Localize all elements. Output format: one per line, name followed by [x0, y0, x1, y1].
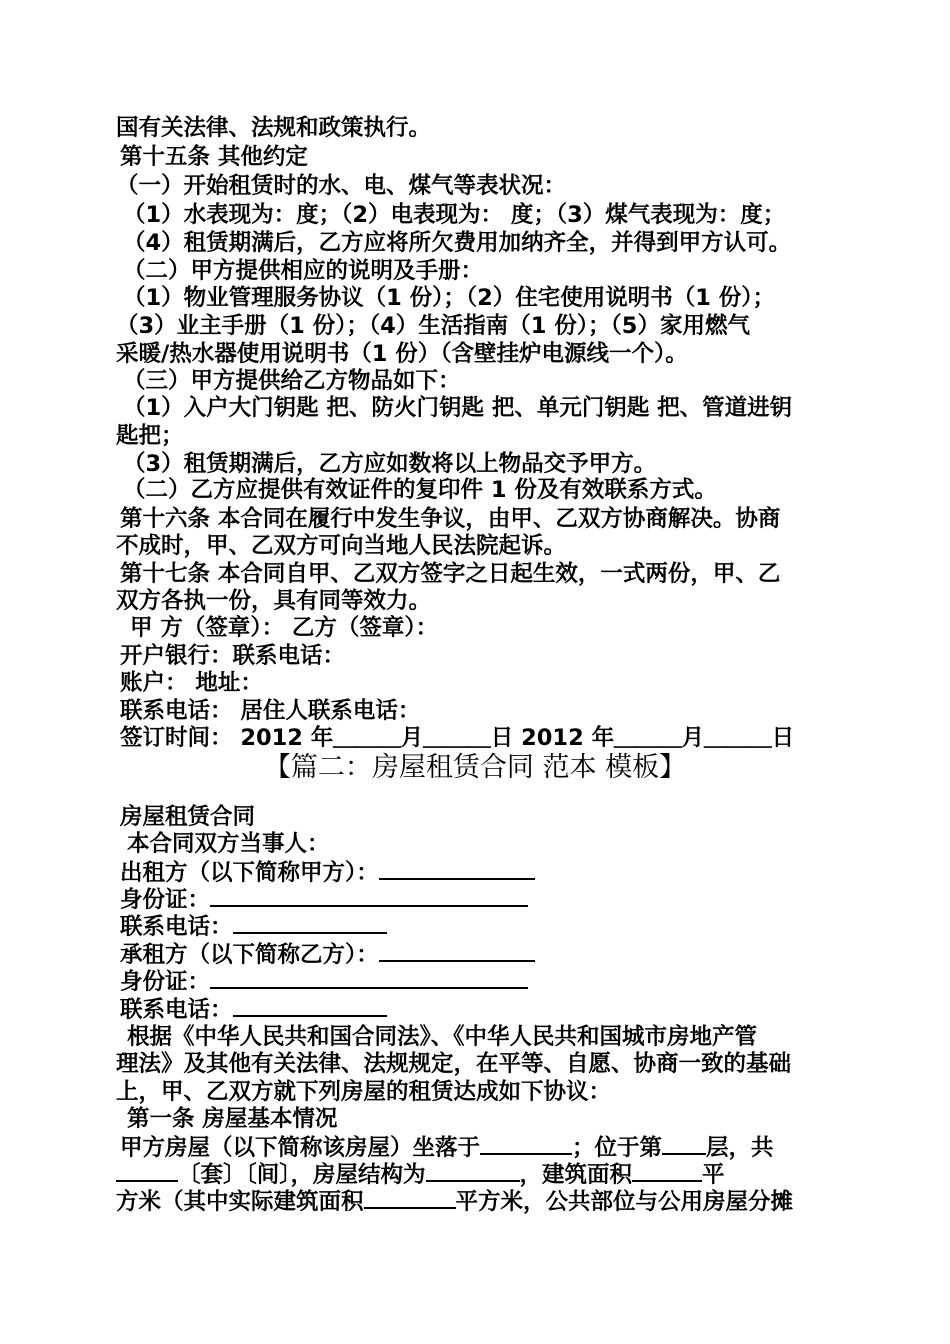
- contract-title: 房屋租赁合同: [120, 804, 256, 830]
- id-row-2: [120, 967, 528, 996]
- text-line: 匙把；: [116, 423, 184, 449]
- text-line: （4）租赁期满后，乙方应将所欠费用加纳齐全，并得到甲方认可。: [123, 230, 792, 256]
- basis-line: 根据《中华人民共和国合同法》、《中华人民共和国城市房地产管: [127, 1024, 758, 1050]
- id-row-1: [120, 885, 528, 914]
- text-line: （1）水表现为：度；（2）电表现为： 度；（3）煤气表现为：度；: [123, 202, 786, 228]
- text-line: （3）租赁期满后，乙方应如数将以上物品交予甲方。: [123, 451, 657, 477]
- total-blank: [116, 1160, 178, 1182]
- id-label: 身份证：: [120, 887, 211, 913]
- account-address-line: 账户： 地址：: [120, 670, 263, 696]
- lessee-label: 承租方（以下简称乙方）：: [120, 942, 379, 968]
- id-blank: [210, 885, 528, 907]
- bank-phone-line: 开户银行：联系电话：: [120, 643, 346, 669]
- text-segment: 平: [702, 1162, 725, 1188]
- location-blank: [480, 1133, 572, 1155]
- text-segment: 平方米，公共部位与公用房屋分摊: [455, 1189, 794, 1215]
- text-line: 采暖/热水器使用说明书（1 份）（含壁挂炉电源线一个）。: [116, 341, 688, 367]
- text-segment: 方米（其中实际建筑面积: [116, 1189, 364, 1215]
- text-line: 不成时，甲、乙双方可向当地人民法院起诉。: [116, 533, 567, 559]
- phone-row-1: [120, 912, 387, 941]
- phone-blank: [233, 995, 387, 1017]
- text-line: （二）甲方提供相应的说明及手册：: [123, 258, 484, 284]
- lessee-row: [120, 940, 535, 969]
- article-1-line-3: [116, 1187, 793, 1216]
- basis-line: 理法》及其他有关法律、法规规定，在平等、自愿、协商一致的基础: [116, 1051, 792, 1077]
- text-line: 国有关法律、法规和政策执行。: [116, 115, 432, 141]
- id-label: 身份证：: [120, 969, 211, 995]
- lessee-blank: [379, 940, 535, 962]
- text-line: （1）入户大门钥匙 把、防火门钥匙 把、单元门钥匙 把、管道进钥: [123, 395, 793, 421]
- basis-line: 上，甲、乙双方就下列房屋的租赁达成如下协议：: [116, 1079, 612, 1105]
- id-blank: [210, 967, 528, 989]
- text-segment: 层，共: [706, 1135, 774, 1161]
- structure-blank: [426, 1160, 520, 1182]
- phone-blank: [233, 912, 387, 934]
- area-blank: [632, 1160, 702, 1182]
- text-segment: ；位于第: [572, 1135, 663, 1161]
- article-17-line: 第十七条 本合同自甲、乙双方签字之日起生效，一式两份，甲、乙: [120, 561, 781, 587]
- phone-label: 联系电话：: [120, 997, 233, 1023]
- parties-intro: 本合同双方当事人：: [127, 831, 330, 857]
- text-line: （三）甲方提供给乙方物品如下：: [123, 368, 461, 394]
- floor-blank: [662, 1133, 706, 1155]
- article-1-title: 第一条 房屋基本情况: [127, 1106, 338, 1132]
- section-heading: 【篇二：房屋租赁合同 范本 模板】: [263, 752, 687, 783]
- text-line: （3）业主手册（1 份）；（4）生活指南（1 份）；（5）家用燃气: [116, 313, 750, 339]
- article-15-title: 第十五条 其他约定: [120, 144, 308, 170]
- text-segment: 〔套〕〔间〕，房屋结构为: [178, 1162, 426, 1188]
- text-segment: 甲方房屋（以下简称该房屋）坐落于: [120, 1135, 481, 1161]
- contact-phone-line: 联系电话： 居住人联系电话：: [120, 698, 421, 724]
- lessor-blank: [379, 858, 535, 880]
- text-line: 双方各执一份，具有同等效力。: [116, 588, 432, 614]
- signing-date-line: 签订时间： 2012 年＿＿＿月＿＿＿日 2012 年＿＿＿月＿＿＿日: [120, 725, 795, 751]
- lessor-label: 出租方（以下简称甲方）：: [120, 860, 379, 886]
- article-1-line-1: [120, 1133, 774, 1162]
- text-line: （二）乙方应提供有效证件的复印件 1 份及有效联系方式。: [123, 477, 717, 503]
- text-segment: ，建筑面积: [519, 1162, 633, 1188]
- text-line: （一）开始租赁时的水、电、煤气等表状况：: [116, 173, 567, 199]
- text-line: （1）物业管理服务协议（1 份）；（2）住宅使用说明书（1 份）；: [123, 285, 776, 311]
- phone-label: 联系电话：: [120, 914, 233, 940]
- article-1-line-2: [116, 1160, 725, 1189]
- article-16-line: 第十六条 本合同在履行中发生争议，由甲、乙双方协商解决。协商: [120, 506, 781, 532]
- actual-area-blank: [364, 1187, 456, 1209]
- signature-line: 甲 方（签章）： 乙方（签章）：: [130, 615, 439, 641]
- phone-row-2: [120, 995, 387, 1024]
- lessor-row: [120, 858, 535, 887]
